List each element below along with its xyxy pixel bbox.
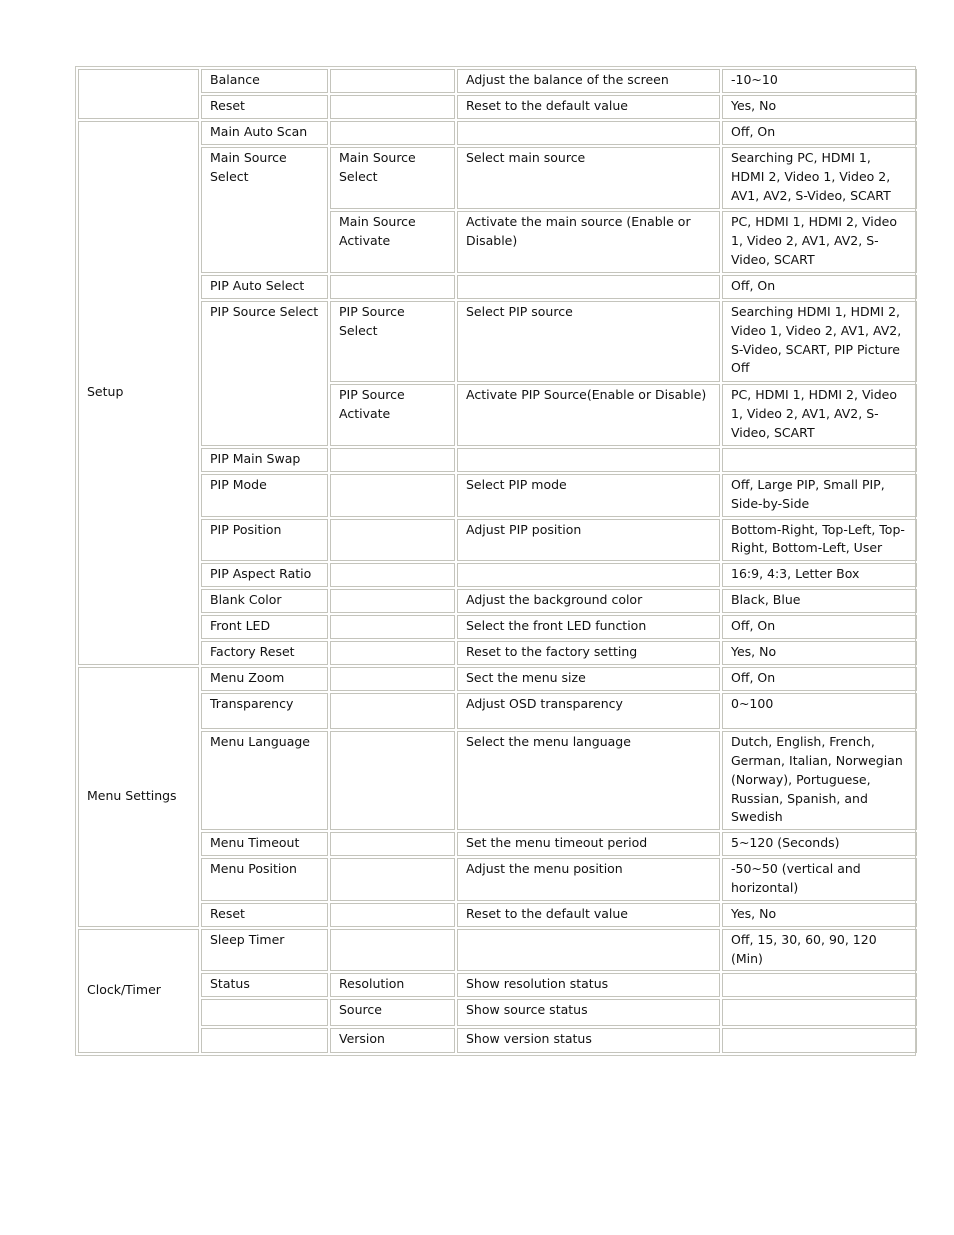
- description-cell: Show version status: [457, 1028, 720, 1053]
- value-cell: [722, 448, 917, 472]
- table-row: [78, 1028, 917, 1053]
- description-cell: Show source status: [457, 999, 720, 1026]
- description-cell: Adjust the menu position: [457, 858, 720, 901]
- subitem-cell: [330, 563, 455, 587]
- subitem-cell: PIP Source Select: [330, 301, 455, 382]
- value-cell: Off, On: [722, 121, 917, 145]
- subitem-cell: [330, 448, 455, 472]
- group-cell-clock-timer: Clock/Timer: [78, 929, 199, 1054]
- group-cell-menu-settings: Menu Settings: [78, 667, 199, 927]
- value-cell: Searching HDMI 1, HDMI 2, Video 1, Video 2, AV1, AV2, S-Video, SCART, PIP Picture Off: [722, 301, 917, 382]
- description-cell: [457, 448, 720, 472]
- table-row: [78, 615, 917, 639]
- value-cell: Black, Blue: [722, 589, 917, 613]
- subitem-cell: [330, 641, 455, 665]
- subitem-cell: [330, 693, 455, 729]
- subitem-cell: [330, 589, 455, 613]
- description-cell: Sect the menu size: [457, 667, 720, 691]
- description-cell: Activate the main source (Enable or Disable): [457, 211, 720, 273]
- subitem-cell: [330, 903, 455, 927]
- group-cell: [78, 69, 199, 119]
- table-row: [78, 731, 917, 830]
- value-cell: Off, On: [722, 275, 917, 299]
- item-cell: [201, 1028, 328, 1053]
- table-row: [78, 858, 917, 901]
- item-cell: [201, 999, 328, 1026]
- description-cell: Select PIP mode: [457, 474, 720, 517]
- subitem-cell: [330, 121, 455, 145]
- value-cell: Dutch, English, French, German, Italian, Norwegian (Norway), Portuguese, Russian, Spanish, and Swedish: [722, 731, 917, 830]
- value-cell: [722, 999, 917, 1026]
- table-row: [78, 641, 917, 665]
- value-cell: -10~10: [722, 69, 917, 93]
- description-cell: Reset to the default value: [457, 95, 720, 119]
- value-cell: PC, HDMI 1, HDMI 2, Video 1, Video 2, AV1, AV2, S-Video, SCART: [722, 211, 917, 273]
- item-cell: Menu Zoom: [201, 667, 328, 691]
- value-cell: Yes, No: [722, 641, 917, 665]
- description-cell: [457, 275, 720, 299]
- item-cell: PIP Aspect Ratio: [201, 563, 328, 587]
- description-cell: Select the menu language: [457, 731, 720, 830]
- description-cell: Reset to the default value: [457, 903, 720, 927]
- table-row: [78, 667, 917, 691]
- item-cell: Sleep Timer: [201, 929, 328, 972]
- subitem-cell: Main Source Activate: [330, 211, 455, 273]
- description-cell: Select main source: [457, 147, 720, 209]
- table-row: [78, 69, 917, 93]
- description-cell: Reset to the factory setting: [457, 641, 720, 665]
- subitem-cell: PIP Source Activate: [330, 384, 455, 446]
- item-cell: Blank Color: [201, 589, 328, 613]
- subitem-cell: [330, 69, 455, 93]
- subitem-cell: [330, 858, 455, 901]
- item-cell: Factory Reset: [201, 641, 328, 665]
- table-row: [78, 121, 917, 145]
- item-cell: Main Auto Scan: [201, 121, 328, 145]
- subitem-cell: [330, 929, 455, 972]
- table-row: [78, 474, 917, 517]
- table-row: [78, 275, 917, 299]
- subitem-cell: Version: [330, 1028, 455, 1053]
- value-cell: [722, 973, 917, 997]
- item-cell: PIP Source Select: [201, 301, 328, 446]
- description-cell: Adjust OSD transparency: [457, 693, 720, 729]
- table-row: [78, 903, 917, 927]
- description-cell: Set the menu timeout period: [457, 832, 720, 856]
- table-row: [78, 448, 917, 472]
- value-cell: Bottom-Right, Top-Left, Top-Right, Bottom-Left, User: [722, 519, 917, 562]
- item-cell: Status: [201, 973, 328, 997]
- item-cell: PIP Position: [201, 519, 328, 562]
- settings-table: [75, 66, 916, 1056]
- value-cell: PC, HDMI 1, HDMI 2, Video 1, Video 2, AV1, AV2, S-Video, SCART: [722, 384, 917, 446]
- table-row: [78, 999, 917, 1026]
- value-cell: 0~100: [722, 693, 917, 729]
- table-row: [78, 589, 917, 613]
- group-cell-setup: Setup: [78, 121, 199, 665]
- value-cell: Yes, No: [722, 95, 917, 119]
- table-row: [78, 973, 917, 997]
- value-cell: Off, 15, 30, 60, 90, 120 (Min): [722, 929, 917, 972]
- value-cell: Off, On: [722, 667, 917, 691]
- subitem-cell: Main Source Select: [330, 147, 455, 209]
- table-row: [78, 301, 917, 382]
- table-row: [78, 519, 917, 562]
- description-cell: Adjust PIP position: [457, 519, 720, 562]
- value-cell: -50~50 (vertical and horizontal): [722, 858, 917, 901]
- table-row: [78, 95, 917, 119]
- subitem-cell: [330, 832, 455, 856]
- subitem-cell: Source: [330, 999, 455, 1026]
- item-cell: Main Source Select: [201, 147, 328, 273]
- table-row: [78, 832, 917, 856]
- item-cell: Menu Language: [201, 731, 328, 830]
- value-cell: 16:9, 4:3, Letter Box: [722, 563, 917, 587]
- item-cell: Balance: [201, 69, 328, 93]
- description-cell: Select the front LED function: [457, 615, 720, 639]
- table-row: [78, 693, 917, 729]
- value-cell: 5~120 (Seconds): [722, 832, 917, 856]
- value-cell: Searching PC, HDMI 1, HDMI 2, Video 1, Video 2, AV1, AV2, S-Video, SCART: [722, 147, 917, 209]
- item-cell: PIP Main Swap: [201, 448, 328, 472]
- value-cell: [722, 1028, 917, 1053]
- description-cell: [457, 121, 720, 145]
- subitem-cell: [330, 731, 455, 830]
- description-cell: [457, 929, 720, 972]
- subitem-cell: [330, 615, 455, 639]
- subitem-cell: [330, 519, 455, 562]
- description-cell: Select PIP source: [457, 301, 720, 382]
- subitem-cell: [330, 95, 455, 119]
- description-cell: Adjust the background color: [457, 589, 720, 613]
- value-cell: Off, On: [722, 615, 917, 639]
- item-cell: Reset: [201, 95, 328, 119]
- item-cell: Menu Position: [201, 858, 328, 901]
- item-cell: PIP Mode: [201, 474, 328, 517]
- table-row: [78, 147, 917, 209]
- item-cell: Front LED: [201, 615, 328, 639]
- item-cell: Menu Timeout: [201, 832, 328, 856]
- table-row: [78, 563, 917, 587]
- subitem-cell: [330, 275, 455, 299]
- item-cell: Transparency: [201, 693, 328, 729]
- item-cell: PIP Auto Select: [201, 275, 328, 299]
- value-cell: Yes, No: [722, 903, 917, 927]
- value-cell: Off, Large PIP, Small PIP, Side-by-Side: [722, 474, 917, 517]
- subitem-cell: [330, 474, 455, 517]
- table-row: [78, 929, 917, 972]
- subitem-cell: Resolution: [330, 973, 455, 997]
- description-cell: Show resolution status: [457, 973, 720, 997]
- description-cell: Adjust the balance of the screen: [457, 69, 720, 93]
- description-cell: [457, 563, 720, 587]
- subitem-cell: [330, 667, 455, 691]
- description-cell: Activate PIP Source(Enable or Disable): [457, 384, 720, 446]
- item-cell: Reset: [201, 903, 328, 927]
